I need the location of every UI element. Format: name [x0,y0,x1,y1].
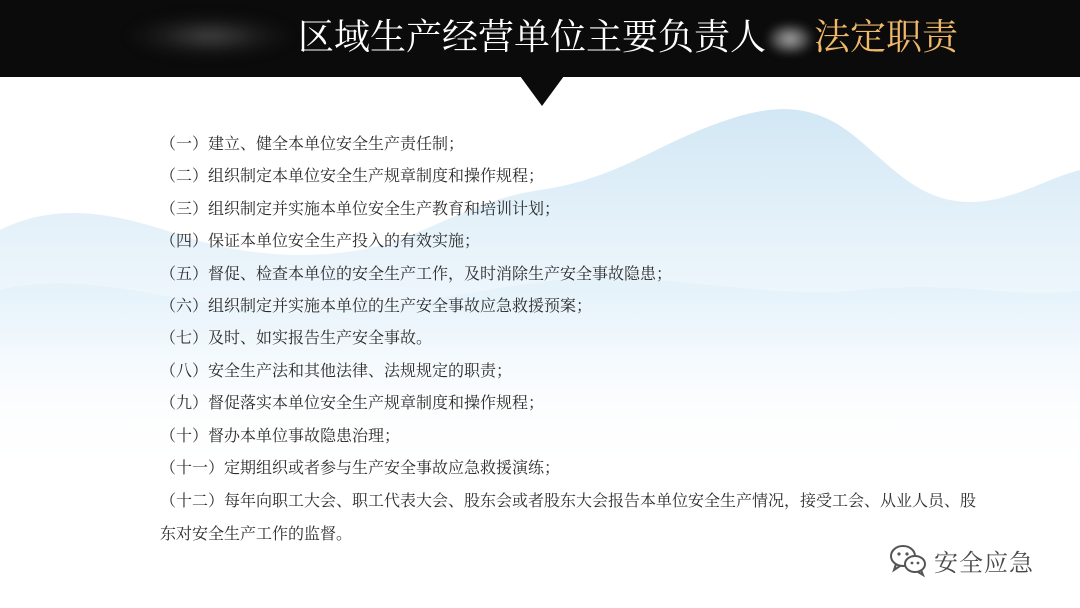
watermark [888,540,1034,580]
duty-item-4: （四）保证本单位安全生产投入的有效实施； [160,231,481,251]
duty-list [160,128,980,550]
title-prefix: 区域生产经营单位主要负责人 [298,17,767,58]
page-title [298,13,958,63]
blurred-logo [130,16,290,56]
duty-item-6: （六）组织制定并实施本单位的生产安全事故应急救援预案； [160,296,593,316]
duty-item-2: （二）组织制定本单位安全生产规章制度和操作规程； [160,166,545,186]
duty-item-1: （一）建立、健全本单位安全生产责任制； [160,134,465,153]
wechat-icon [888,542,928,578]
blurred-region [768,24,812,54]
header-pointer-triangle [520,76,564,106]
duty-item-11: （十一）定期组织或者参与生产安全事故应急救援演练； [160,458,561,478]
duty-item-8: （八）安全生产法和其他法律、法规规定的职责； [160,360,513,380]
duty-item-7: （七）及时、如实报告生产安全事故。 [160,328,433,348]
duty-item-9: （九）督促落实本单位安全生产规章制度和操作规程； [160,393,545,413]
duty-item-12: （十二）每年向职工大会、职工代表大会、股东会或者股东大会报告本单位安全生产情况，接受工会、从业人员、股东对安全生产工作的监督。 [160,491,977,544]
title-suffix: 法定职责 [814,17,959,58]
watermark-text: 安全应急 [934,548,1034,577]
duty-item-10: （十）督办本单位事故隐患治理； [160,425,401,445]
duty-item-3: （三）组织制定并实施本单位安全生产教育和培训计划； [160,198,561,218]
header-bar [0,0,1080,77]
duty-item-5: （五）督促、检查本单位的安全生产工作，及时消除生产安全事故隐患； [160,263,673,283]
